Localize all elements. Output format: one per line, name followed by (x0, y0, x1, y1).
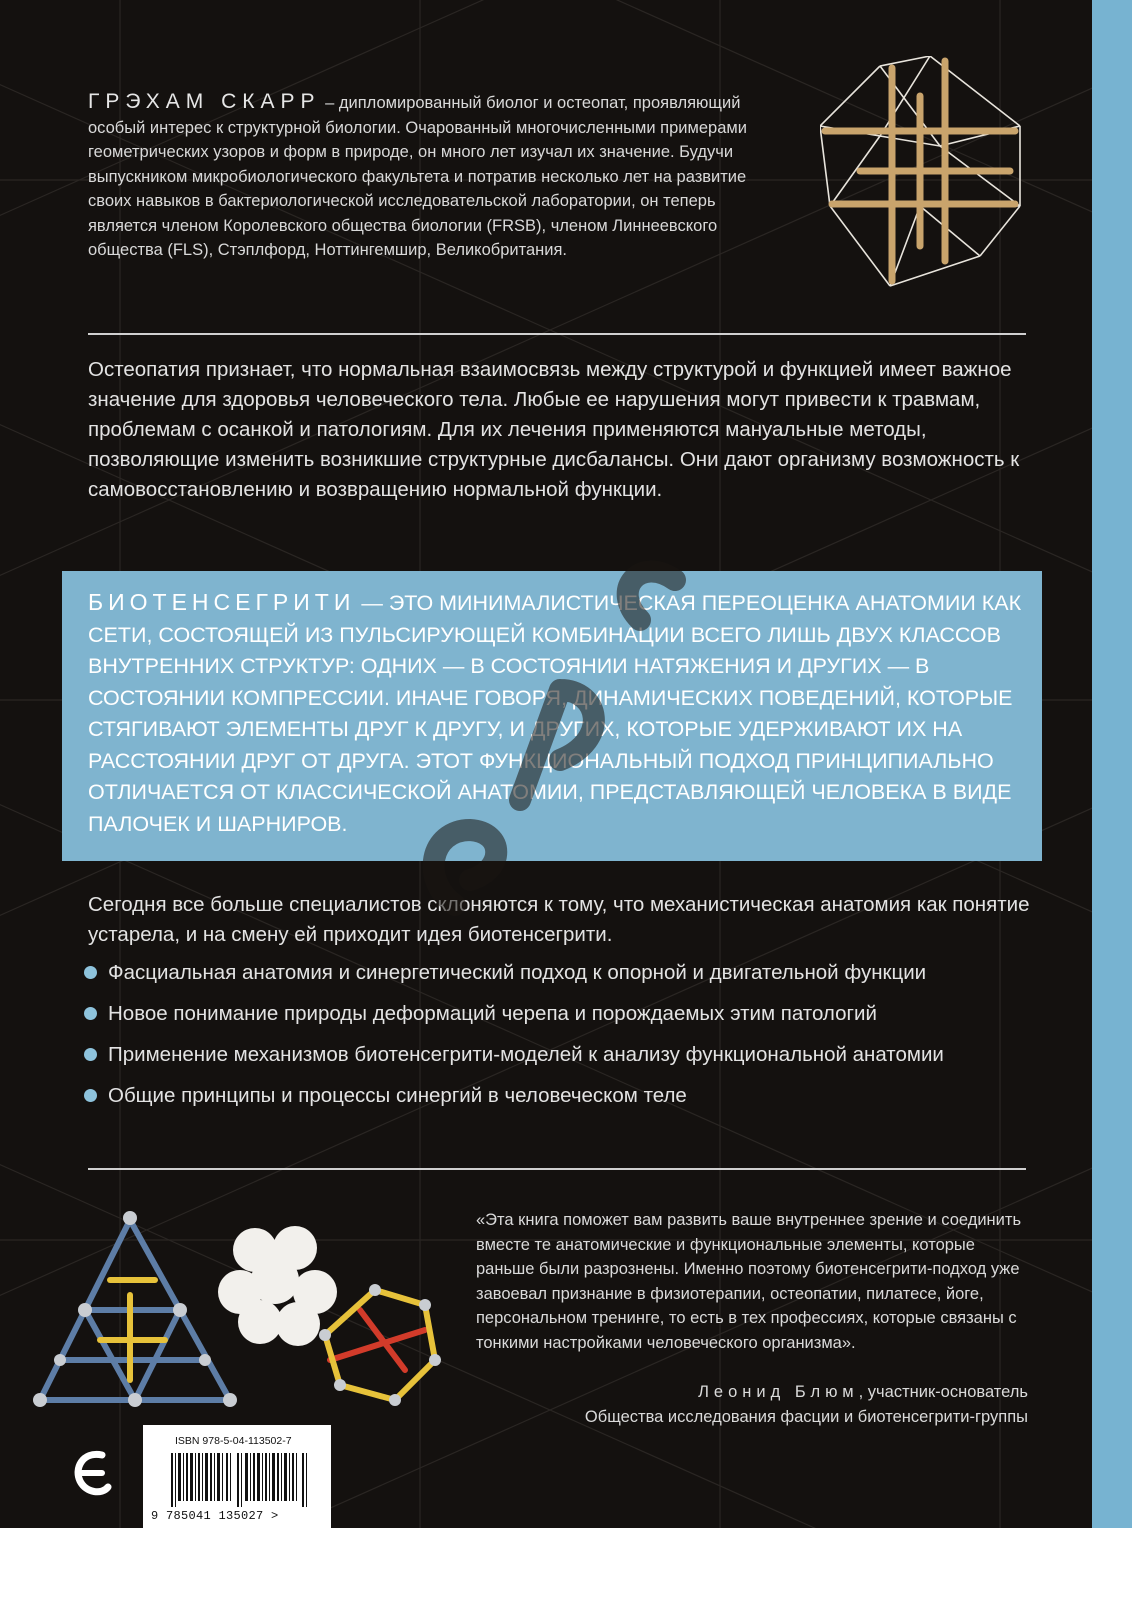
magnetic-models-image (30, 1200, 450, 1425)
divider-bottom (88, 1168, 1026, 1170)
list-item: Новое понимание природы деформаций черепа и порождаемых этим патологий (88, 999, 1033, 1028)
osteopathy-paragraph: Остеопатия признает, что нормальная взаимосвязь между структурой и функцией имеет важное значение для здоровья человеческого тела. Любые ее нарушения могут привести к травмам, проблемам с осанкой и патологиям. Для их лечения применяются мануальные методы, позволяющие изменить возникшие структурные дисбалансы. Они дают организму возможность к самовосстановлению и возвращению нормальной функции. (88, 358, 1020, 501)
endorsement-quote: «Эта книга поможет вам развить ваше внутреннее зрение и соединить вместе те анатомические и функциональные элементы, которые раньше были разрознены. Именно поэтому биотенсегрити-подход уже завоевал признание в физиотерапии, остеопатии, пилатесе, йоге, персональном тренинге, то есть в тех профессиях, которые связаны с тонкими настройками человеческого организма». (476, 1211, 1022, 1352)
isbn-label: ISBN 978-5-04-113502-7 (175, 1435, 292, 1447)
tensegrity-model-image (820, 56, 1040, 296)
bullet-dot-icon (84, 1048, 97, 1061)
endorsement-attribution (476, 1380, 1028, 1429)
biotensegrity-highlight-box (62, 571, 1042, 861)
list-item: Фасциальная анатомия и синергетический подход к опорной и двигательной функции (88, 958, 1033, 987)
feature-list (88, 958, 1033, 1122)
intro-paragraph: Сегодня все больше специалистов склоняются к тому, что механистическая анатомия как понятие устарела, и на смену ей приходит идея биотенсегрити. (88, 893, 1030, 946)
endorser-name: Леонид Блюм (698, 1383, 859, 1401)
bullet-dot-icon (84, 966, 97, 979)
bullet-dot-icon (84, 1089, 97, 1102)
publisher-e-logo-icon (72, 1447, 112, 1503)
list-item: Применение механизмов биотенсегрити-моделей к анализу функциональной анатомии (88, 1040, 1033, 1069)
list-item: Общие принципы и процессы синергий в человеческом теле (88, 1081, 1033, 1110)
author-bio-text: – дипломированный биолог и остеопат, проявляющий особый интерес к структурной биологии. Очарованный многочисленными примерами геометрических узоров и форм в природе, он много лет изучал их значение. Будучи выпускником микробиологического факультета и потратив несколько лет на развитие своих навыков в бактериологической исследовательской лаборатории, он теперь является членом Королевского общества биологии (FRSB), членом Линнеевского общества (FLS), Стэплфорд, Ноттингемшир, Великобритания. (88, 94, 747, 259)
biotensegrity-text: — ЭТО МИНИМАЛИСТИЧЕСКАЯ ПЕРЕОЦЕНКА АНАТОМИИ КАК СЕТИ, СОСТОЯЩЕЙ ИЗ ПУЛЬСИРУЮЩЕЙ КОМБИНАЦИИ ВСЕГО ЛИШЬ ДВУХ КЛАССОВ ВНУТРЕННИХ СТРУКТУР: ОДНИХ — В СОСТОЯНИИ НАТЯЖЕНИЯ И ДРУГИХ — В СОСТОЯНИИ КОМПРЕССИИ. ИНАЧЕ ГОВОРЯ, ДИНАМИЧЕСКИХ ПОВЕДЕНИЙ, КОТОРЫЕ СТЯГИВАЮТ ЭЛЕМЕНТЫ ДРУГ К ДРУГУ, И ДРУГИХ, КОТОРЫЕ УДЕРЖИВАЮТ ИХ НА РАССТОЯНИИ ДРУГ ОТ ДРУГА. ЭТОТ ФУНКЦИОНАЛЬНЫЙ ПОДХОД ПРИНЦИПИАЛЬНО ОТЛИЧАЕТСЯ ОТ КЛАССИЧЕСКОЙ АНАТОМИИ, ПРЕДСТАВЛЯЮЩЕЙ ЧЕЛОВЕКА В ВИДЕ ПАЛОЧЕК И ШАРНИРОВ. (88, 591, 1022, 836)
endorser-role-line2: Общества исследования фасции и биотенсегрити-группы (584, 1407, 1028, 1426)
biotensegrity-term: БИОТЕНСЕГРИТИ (88, 589, 356, 615)
divider-top (88, 333, 1026, 335)
isbn-digits: 9 785041 135027 > (151, 1509, 279, 1523)
biotensegrity-definition (88, 587, 1028, 840)
barcode-icon (171, 1453, 311, 1507)
author-name: ГРЭХАМ СКАРР (88, 90, 321, 113)
endorser-role-line1: , участник-основатель (858, 1383, 1028, 1401)
isbn-barcode-block (143, 1425, 331, 1528)
book-spine-strip (1092, 0, 1132, 1528)
bullet-dot-icon (84, 1007, 97, 1020)
author-bio (88, 90, 768, 263)
